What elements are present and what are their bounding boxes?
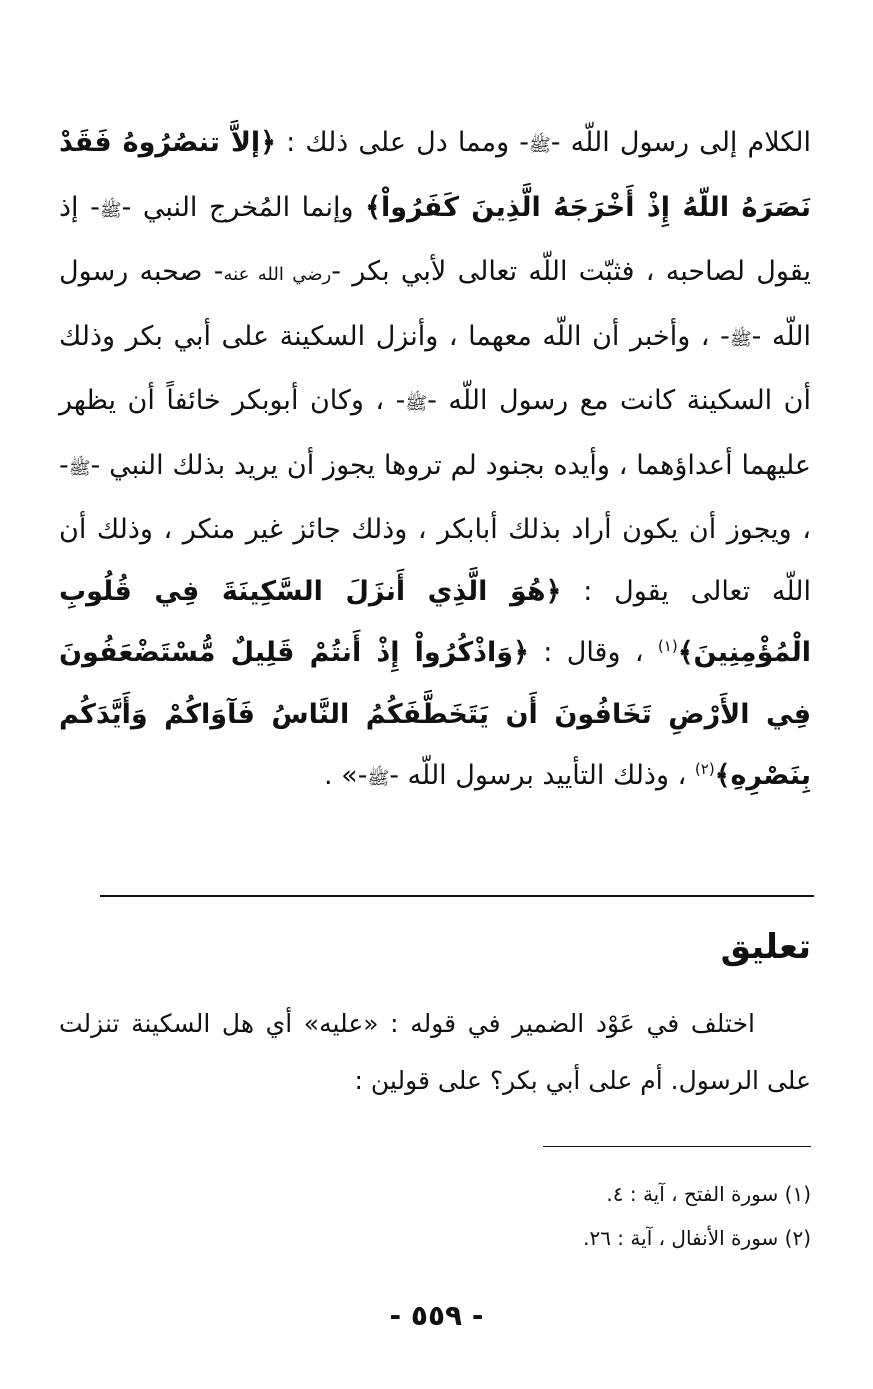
text-segment: - ، وأخبر أن اللّه معهما ، وأنزل السكينة على أبي بكر وذلك أن السكينة كانت مع رسول اللّه -: [59, 320, 811, 416]
text-segment: -» .: [324, 760, 368, 791]
salla-honorific-icon: ﷺ: [405, 393, 428, 414]
text-segment: وإنما المُخرج النبي -: [121, 191, 366, 223]
text-segment: ، وذلك التأييد برسول اللّه -: [389, 760, 695, 791]
quran-verse: ﴿هُوَ الَّذِي أَنزَلَ السَّكِينَةَ فِي قُلُوبِ الْمُؤْمِنِينَ﴾: [59, 575, 811, 668]
section-heading: تعليق: [720, 927, 811, 967]
main-paragraph: [59, 112, 811, 810]
footnote-ref: (١): [657, 637, 678, 655]
text-segment: الكلام إلى رسول اللّه -: [550, 127, 811, 158]
salla-honorific-icon: ﷺ: [529, 135, 551, 156]
salla-honorific-icon: ﷺ: [367, 768, 390, 789]
footnote-divider: [543, 1146, 811, 1147]
commentary-paragraph: اختلف في عَوْد الضمير في قوله : «عليه» أي هل السكينة تنزلت على الرسول. أم على أبي بكر؟ على قولين :: [59, 1009, 811, 1095]
text-segment: - ومما دل على ذلك :: [276, 127, 530, 158]
footnote-item: (٢) سورة الأنفال ، آية : ٢٦.: [583, 1226, 811, 1250]
text-segment: ، وقال :: [528, 637, 658, 668]
salla-honorific-icon: ﷺ: [68, 457, 91, 479]
footnotes-list: [59, 1172, 811, 1260]
salla-honorific-icon: ﷺ: [729, 328, 752, 350]
text-segment: - ، ويجوز أن يكون أراد بذلك أبابكر ، وذلك جائز غير منكر ، وذلك أن اللّه تعالى يقول :: [59, 449, 811, 607]
text-segment: - صحبه رسول اللّه -: [59, 256, 811, 352]
text-segment: - إذ يقول لصاحبه ، فثبّت اللّه تعالى لأبي بكر -: [59, 191, 811, 287]
salla-honorific-icon: ﷺ: [99, 199, 122, 221]
footnote-item: (١) سورة الفتح ، آية : ٤.: [606, 1182, 811, 1206]
quran-verse: ﴿إلاَّ تنصُرُوهُ فَقَدْ نَصَرَهُ اللّهُ إِذْ أَخْرَجَهُ الَّذِينَ كَفَرُواْ﴾: [59, 127, 811, 223]
section-divider: [100, 895, 814, 897]
page-number: - ٥٥٩ -: [389, 1299, 484, 1332]
quran-verse: ﴿وَاذْكُرُواْ إِذْ أَنتُمْ قَلِيلٌ مُّسْتَضْعَفُونَ فِي الأَرْضِ تَخَافُونَ أَن يَتَخَطَّفَكُمُ النَّاسُ فَآوَاكُمْ وَأَيَّدَكُم بِنَصْرِهِ﴾: [59, 637, 811, 791]
footnote-ref: (٢): [694, 760, 715, 778]
radi-honorific-icon: رضي الله عنه: [223, 264, 332, 285]
text-segment: - ، وكان أبوبكر خائفاً أن يظهر عليهما أعداؤهما ، وأيده بجنود لم تروها يجوز أن يريد بذلك النبي -: [59, 385, 811, 481]
